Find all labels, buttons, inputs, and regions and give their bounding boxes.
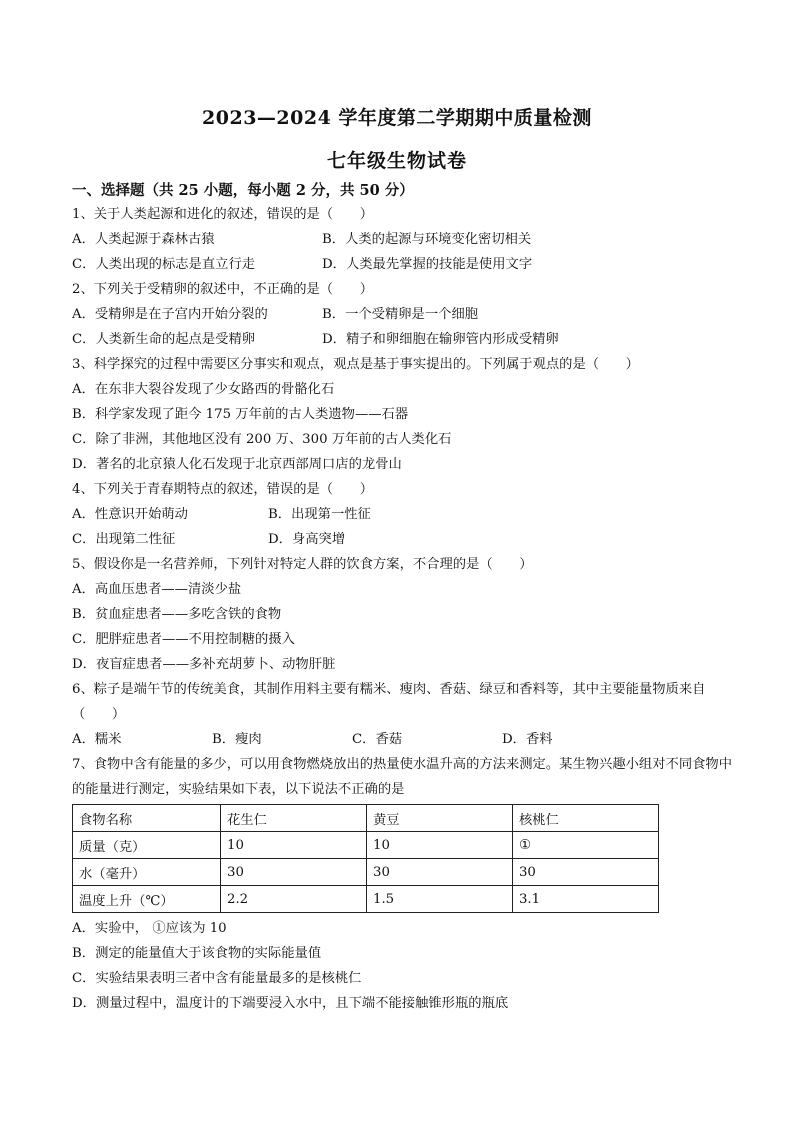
question-4-option-b: B．出现第一性征 bbox=[268, 507, 371, 522]
table-cell: 10 bbox=[221, 832, 367, 859]
table-cell: 30 bbox=[512, 859, 658, 886]
question-4-options-row-1 bbox=[72, 502, 732, 527]
table-row bbox=[73, 859, 659, 886]
question-3-option-b: B．科学家发现了距今 175 万年前的古人类遗物——石器 bbox=[72, 407, 409, 422]
question-7-option-a: A．实验中， ①应该为 10 bbox=[72, 921, 227, 936]
question-4-options-row-2 bbox=[72, 527, 732, 552]
table-cell: 30 bbox=[221, 859, 367, 886]
table-header-row bbox=[73, 805, 659, 832]
question-7-option-d: D．测量过程中，温度计的下端要浸入水中，且下端不能接触锥形瓶的瓶底 bbox=[72, 996, 509, 1011]
table-row bbox=[73, 886, 659, 913]
table-cell: 1.5 bbox=[366, 886, 512, 913]
table-cell: 2.2 bbox=[221, 886, 367, 913]
question-2-options-row-2 bbox=[72, 327, 732, 352]
question-6-option-d: D．香料 bbox=[502, 732, 553, 747]
question-2-option-c: C．人类新生命的起点是受精卵 bbox=[72, 332, 256, 347]
table-header-cell: 食物名称 bbox=[73, 805, 221, 832]
question-6-option-c: C．香菇 bbox=[352, 732, 403, 747]
table-cell: 30 bbox=[366, 859, 512, 886]
question-6-option-a: A．糯米 bbox=[72, 732, 122, 747]
table-cell: 质量（克） bbox=[73, 832, 221, 859]
question-5-stem: 5、假设你是一名营养师，下列针对特定人群的饮食方案，不合理的是（ ） bbox=[72, 557, 533, 572]
table-cell: 3.1 bbox=[512, 886, 658, 913]
question-1-options-row-1 bbox=[72, 227, 732, 252]
question-7-option-b: B．测定的能量值大于该食物的实际能量值 bbox=[72, 946, 322, 961]
question-1-option-d: D．人类最先掌握的技能是使用文字 bbox=[322, 257, 533, 272]
question-1-stem: 1、关于人类起源和进化的叙述，错误的是（ ） bbox=[72, 207, 373, 222]
table-header-cell: 黄豆 bbox=[366, 805, 512, 832]
question-2-option-b: B．一个受精卵是一个细胞 bbox=[322, 307, 479, 322]
question-3-option-c: C．除了非洲，其他地区没有 200 万、300 万年前的古人类化石 bbox=[72, 432, 452, 447]
question-6-stem: 6、粽子是端午节的传统美食，其制作用料主要有糯米、瘦肉、香菇、绿豆和香料等，其中主要能量物质来自（ ） bbox=[72, 682, 706, 722]
table-header-cell: 花生仁 bbox=[221, 805, 367, 832]
question-5-option-c: C．肥胖症患者——不用控制糖的摄入 bbox=[72, 632, 295, 647]
question-7-option-c: C．实验结果表明三者中含有能量最多的是核桃仁 bbox=[72, 971, 362, 986]
question-4-stem: 4、下列关于青春期特点的叙述，错误的是（ ） bbox=[72, 482, 373, 497]
question-5-option-d: D．夜盲症患者——多补充胡萝卜、动物肝脏 bbox=[72, 657, 336, 672]
table-cell: ① bbox=[512, 832, 658, 859]
question-4-option-c: C．出现第二性征 bbox=[72, 532, 176, 547]
question-2-option-a: A．受精卵是在子宫内开始分裂的 bbox=[72, 307, 268, 322]
question-5-option-a: A．高血压患者——清淡少盐 bbox=[72, 582, 242, 597]
exam-title: 2023—2024 学年度第二学期期中质量检测 bbox=[202, 107, 592, 129]
question-1-options-row-2 bbox=[72, 252, 732, 277]
question-5-option-b: B．贫血症患者——多吃含铁的食物 bbox=[72, 607, 282, 622]
question-6-option-b: B．瘦肉 bbox=[212, 732, 262, 747]
exam-subtitle: 七年级生物试卷 bbox=[326, 150, 467, 172]
question-1-option-c: C．人类出现的标志是直立行走 bbox=[72, 257, 256, 272]
question-3-option-d: D．著名的北京猿人化石发现于北京西部周口店的龙骨山 bbox=[72, 457, 402, 472]
question-7-stem: 7、食物中含有能量的多少，可以用食物燃烧放出的热量使水温升高的方法来测定。某生物兴趣小组对不同食物中的能量进行测定，实验结果如下表，以下说法不正确的是 bbox=[72, 757, 733, 797]
table-header-cell: 核桃仁 bbox=[512, 805, 658, 832]
question-2-option-d: D．精子和卵细胞在输卵管内形成受精卵 bbox=[322, 332, 559, 347]
section-heading: 一、选择题（共 25 小题，每小题 2 分，共 50 分） bbox=[72, 182, 414, 199]
question-1-option-b: B．人类的起源与环境变化密切相关 bbox=[322, 232, 532, 247]
question-1-option-a: A．人类起源于森林古猿 bbox=[72, 232, 215, 247]
question-4-option-d: D．身高突增 bbox=[268, 532, 346, 547]
question-3-option-a: A．在东非大裂谷发现了少女路西的骨骼化石 bbox=[72, 382, 335, 397]
table-cell: 温度上升（℃） bbox=[73, 886, 221, 913]
table-row bbox=[73, 832, 659, 859]
table-cell: 水（毫升） bbox=[73, 859, 221, 886]
question-7-data-table bbox=[72, 804, 659, 913]
question-2-options-row-1 bbox=[72, 302, 732, 327]
table-cell: 10 bbox=[366, 832, 512, 859]
exam-content bbox=[72, 180, 732, 1016]
question-2-stem: 2、下列关于受精卵的叙述中，不正确的是（ ） bbox=[72, 282, 373, 297]
question-4-option-a: A．性意识开始萌动 bbox=[72, 507, 188, 522]
question-3-stem: 3、科学探究的过程中需要区分事实和观点，观点是基于事实提出的。下列属于观点的是（ ） bbox=[72, 357, 639, 372]
question-6-options-row bbox=[72, 727, 732, 752]
